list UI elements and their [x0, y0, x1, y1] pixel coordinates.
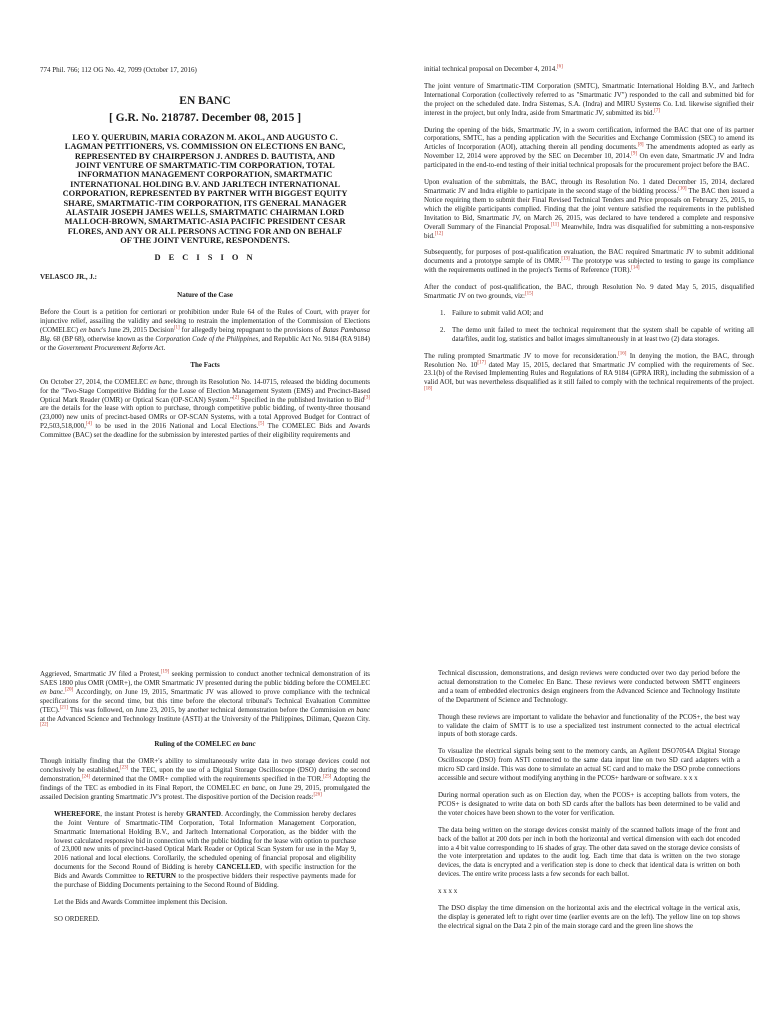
text: After the conduct of post-qualification, the BAC, through Resolution No. 9 dated May 5, 2015, disqualified Smartmatic JV on two grounds, viz: [424, 283, 754, 301]
footnote-link[interactable]: [12] [434, 231, 444, 237]
footnote-link[interactable]: [7] [654, 108, 661, 114]
page-1-left-column [40, 0, 370, 512]
list-item [440, 326, 754, 344]
text: . [163, 343, 166, 352]
list-text: The demo unit failed to meet the technical requirement that the system shall be capable of writing all data/files, audit log, statistics and ballot images simultaneously in at least two (2) data storages. [452, 325, 754, 343]
page-1-right-column [424, 0, 754, 512]
page-2-right-column [424, 512, 754, 1024]
text: . Accordingly, the Commission hereby declares the Joint Venture of Smartmatic-TIM Corporation, Total Information Management Corporation, Smartmatic International Holding B.V., and Jarltech International Corporation, as the bidder with the lowest calculated responsive bid in connection with the public bidding for the lease with option to purchase of 23,000 new units of precinct-based Optical Mark Reader or Optical Scan System for use in the May 9, 2016 national and local elections. Corollarily, the scheduled opening of financial proposal and eligibility documents for the Second Round of Bidding is hereby [54, 809, 356, 872]
footnote-link[interactable]: [4] [85, 421, 92, 427]
text: Specified in the published Invitation to Bid [238, 395, 365, 404]
italic-text: en banc [79, 326, 103, 335]
footnote-link[interactable]: [23] [119, 765, 129, 771]
text: Meanwhile, Indra was disqualified for submitting a non-responsive bid. [424, 222, 754, 240]
list-text: Failure to submit valid AOI; and [452, 308, 544, 317]
footnote-link[interactable]: [25] [323, 774, 332, 780]
case-citation: 774 Phil. 766; 112 OG No. 42, 7099 (October 17, 2016) [40, 66, 197, 74]
text: In denying the motion, the BAC, through Resolution No. 10 [424, 351, 754, 369]
paragraph [424, 248, 754, 275]
footnote-link[interactable]: [21] [59, 705, 68, 711]
footnote-link[interactable]: [6] [556, 64, 563, 70]
list-item [440, 309, 754, 318]
text: initial technical proposal on December 4, 2014. [424, 65, 557, 73]
tec-report-paragraph: To visualize the electrical signals being sent to the memory cards, an Agilent DSO7054A Digital Storage Oscilloscope (DSO) from ASTI connected to the same data input line on two SD card adapters with a micro SD card inside. This was done to simulate an actual SC card and to make the DSO probe connections accessible and secure without modifying anything in the PCOS+ hardware or software. x x x [438, 747, 740, 783]
section-title-facts: The Facts [190, 360, 220, 369]
tec-report-paragraph: Though these reviews are important to validate the behavior and functionality of the PCOS+, the best way to validate the claim of SMTT is to use a specialized test instrument connected to the actual electrical inputs of both storage cards. [438, 712, 740, 739]
tec-report-paragraph: During normal operation such as on Election day, when the PCOS+ is accepting ballots from voters, the PCOS+ is designated to write data on both SD cards after the ballots has been determined to be valid and the voter choices have been shown to the voter for verification. [438, 790, 740, 817]
dispositive-quote [54, 810, 356, 890]
paragraph-facts [40, 378, 370, 440]
text: 68 (BP 68), otherwise known as the [51, 335, 154, 344]
text: dated May 15, 2015, declared that Smartmatic JV complied with the requirements of Sec. 23.1(b) of the Revised Implementing Rules and Regulations of RA 9184 (GPRA IRR), including the submission of a valid AOI, but was nevertheless disqualified as it still failed to comply with the technical requirements of the project. [424, 360, 754, 387]
footnote-link[interactable]: [19] [160, 669, 170, 675]
italic-text: en banc [150, 377, 173, 386]
footnote-link[interactable]: [26] [313, 792, 322, 798]
paragraph [40, 757, 370, 802]
text: This was followed, on June 23, 2015, by another technical demonstration before the Commission [67, 705, 346, 714]
footnote-link[interactable]: [15] [524, 291, 534, 297]
section-title-nature: Nature of the Case [177, 291, 233, 300]
page-2-left-column [40, 512, 370, 1024]
text: The prototype was subjected to testing to gauge its compliance with the requirements outlined in the project's Terms of Reference (TOR). [424, 257, 754, 275]
text: to the prospective bidders their respective payments made for the purchase of Bidding Documents pertaining to the Second Round of Bidding. [54, 872, 357, 890]
tec-report-paragraph: The data being written on the storage devices consist mainly of the scanned ballots image of the front and back of the ballot at 200 dots per inch in both the horizontal and vertical dimension with each dot encoded into a 4 bit value corresponding to 16 shades of gray. The other data saved on the storage device consists of the vote interpretation and updates to the audit log. Each time that data is written on the two storage devices, the data is encrypted and a verification step is done to check that identical data is written on both devices. The entire write process lasts a few seconds for each ballot. [438, 825, 740, 879]
list-number: 1. [440, 308, 446, 317]
paragraph [424, 82, 754, 118]
text: On October 27, 2014, the COMELEC [40, 377, 148, 386]
text: 's June 29, 2015 Decision [102, 326, 174, 335]
text: , on June 29, 2015, promulgated the assailed Decision granting Smartmatic JV's protest. The dispositive portion of the Decision reads: [40, 783, 370, 801]
paragraph [424, 352, 754, 397]
decision-heading: D E C I S I O N [154, 252, 256, 262]
footnote-link[interactable]: [20] [64, 687, 74, 693]
text: Aggrieved, Smartmatic JV filed a Protest, [40, 670, 161, 678]
italic-text: Corporation Code of the Philippines [155, 335, 259, 344]
paragraph [424, 65, 754, 74]
footnote-link[interactable]: [5] [258, 421, 265, 427]
italic-text: en banc [242, 783, 266, 792]
paragraph-nature [40, 308, 370, 353]
paragraph [424, 126, 754, 171]
text: seeking permission to conduct another technical demonstration of its SAES 1800 plus OMR (OMR+), the OMR Smartmatic JV presented during the public bidding before the COMELEC [40, 670, 370, 687]
paragraph [40, 670, 370, 732]
case-number: [ G.R. No. 218787. December 08, 2015 ] [108, 111, 302, 124]
text: , with specific instruction for the Bids and Awards Committee to [54, 863, 357, 881]
text: During the opening of the bids, Smartmatic JV, in a sworn certification, informed the BAC that one of its partner corporations, SMTC, has a pending application with the Securities and Exchange Commission (SEC) to amend its Articles of Incorporation (AOI), attaching therein all pending documents. [424, 125, 754, 152]
tec-report-paragraph: Technical discussion, demonstrations, and design reviews were conducted over two day period before the actual demonstration to the Comelec En Banc. These reviews were conducted between SMTT engineers and a team of embedded electronics design engineers from the Advanced Science and Technology Institute of the Department of Science and Technology. [438, 669, 740, 704]
italic-text: en banc [232, 740, 256, 749]
footnote-link[interactable]: [2] [233, 395, 239, 401]
paragraph [424, 283, 754, 301]
text: The joint venture of Smartmatic-TIM Corporation (SMTC), Smartmatic International Holding B.V., and Jarltech International Corporation (collectively referred to as "Smartmatic JV") responded to the call and submitted bid for the project on the scheduled date. Indra Sistemas, S.A. (Indra) and MIRU Systems Co. Ltd. likewise signified their interest in the project, but only Indra, aside from Smartmatic JV, submitted its bid. [424, 81, 754, 117]
bold-text: RETURN [146, 872, 176, 881]
footnote-link[interactable]: [22] [40, 723, 49, 729]
footnote-link[interactable]: [9] [631, 151, 638, 157]
text: On even date, Smartmatic JV and Indra participated in the end-to-end testing of their initial technical proposals for the procurement project before the BAC. [424, 152, 754, 170]
text: The BAC then issued a Notice requiring them to submit their Final Revised Technical Tenders and Price proposals on February 25, 2015, to which the eligible participants complied. Finding that the joint venture satisfied the requirements in the published Invitation to Bid, Smartmatic JV, on March 26, 2015, was declared to have tendered a complete and responsive Overall Summary of the Financial Proposal. [424, 186, 754, 231]
footnote-link[interactable]: [13] [561, 256, 570, 262]
italic-text: en banc [347, 705, 370, 714]
ellipsis-marker: x x x x [438, 887, 458, 896]
text: The amendments adopted as early as November 12, 2014 were approved by the SEC on December 10, 2014. [424, 143, 754, 161]
footnote-link[interactable]: [14] [631, 265, 640, 271]
document-page-2 [0, 512, 768, 1024]
text: the TEC, upon the use of a Digital Storage Oscilloscope (DSO) during the second demonstration, [40, 766, 370, 784]
footnote-link[interactable]: [17] [477, 360, 486, 366]
quote-implement: Let the Bids and Awards Committee implement this Decision. [54, 897, 228, 906]
text: Upon evaluation of the submittals, the BAC, through its Resolution No. 1 dated December 15, 2014, declared Smartmatic JV and Indra eligible to participate in the second stage of the bidding process. [424, 178, 754, 195]
text: , and Republic Act No. 9184 (RA 9184) or the [40, 335, 370, 352]
tec-report-paragraph: The DSO display the time dimension on the horizontal axis and the electrical voltage in the vertical axis, the display is generated left to right over time (earlier events are on the left). The yellow line on top shows the electrical signal on the Data 2 pin of the main storage card and the green line shows the [438, 904, 740, 930]
bold-text: WHEREFORE [54, 809, 101, 818]
text: Though initially finding that the OMR+'s ability to simultaneously write data in two storage devices could not conclusively be established, [40, 757, 370, 775]
section-title-ruling [40, 740, 370, 749]
text: The COMELEC Bids and Awards Committee (BAC) set the deadline for the submission by interested parties of their eligibility requirements and [40, 422, 370, 440]
italic-text: en banc [40, 687, 64, 696]
text: Subsequently, for purposes of post-qualification evaluation, the BAC required Smartmatic JV to submit additional documents and a prototype sample of its OMR. [424, 248, 754, 266]
list-number: 2. [440, 325, 446, 334]
bold-text: GRANTED [186, 809, 222, 818]
italic-text: Government Procurement Reform Act [57, 343, 164, 352]
text: for allegedly being repugnant to the provisions of [179, 326, 321, 335]
footnote-link[interactable]: [24] [81, 774, 91, 780]
footnote-link[interactable]: [1] [173, 325, 180, 331]
text: Adopting the findings of the TEC as embodied in its Final Report, the COMELEC [40, 775, 370, 792]
footnote-link[interactable]: [8] [637, 143, 644, 149]
paragraph [424, 178, 754, 240]
case-parties: LEO Y. QUERUBIN, MARIA CORAZON M. AKOL, AND AUGUSTO C. LAGMAN PETITIONERS, VS. COMMISSION ON ELECTIONS EN BANC, REPRESENTED BY CHAIRPERSON J. ANDRES D. BAUTISTA, AND JOINT VENTURE OF SMARTMATIC-TIM CORPORATION, TOTAL INFORMATION MANAGEMENT CORPORATION, SMARTMATIC INTERNATIONAL HOLDING B.V. AND JARLTECH INTERNATIONAL CORPORATION, REPRESENTED BY PARTNER WITH BIGGEST EQUITY SHARE, SMARTMATIC-TIM CORPORATION, ITS GENERAL MANAGER ALASTAIR JOSEPH JAMES WELLS, SMARTMATIC CHAIRMAN LORD MALLOCH-BROWN, SMARTMATIC-ASIA PACIFIC PRESIDENT CESAR FLORES, AND ANY OR ALL PERSONS ACTING FOR AND ON BEHALF OF THE JOINT VENTURE, RESPONDENTS. [62, 132, 348, 246]
text: at the Advanced Science and Technology Institute (ASTI) at the University of the Philippines, Diliman, Quezon City. [40, 714, 370, 723]
text: Ruling of the COMELEC [154, 740, 232, 749]
court-division: EN BANC [179, 94, 231, 107]
footnote-link[interactable]: [10] [678, 186, 687, 192]
text: Accordingly, on June 19, 2015, Smartmatic JV was allowed to prove compliance with the technical specifications for the second time, but this time before the electoral tribunal's Technical Evaluation Committee (TEC). [40, 687, 370, 714]
quote-so-ordered: SO ORDERED. [54, 914, 100, 923]
text: The ruling prompted Smartmatic JV to move for reconsideration. [424, 351, 619, 360]
italic-text: Batas Pambansa Blg. [40, 326, 370, 344]
text: determined that the OMR+ complied with the requirements specified in the TOR. [90, 775, 324, 784]
text: Before the Court is a petition for certiorari or prohibition under Rule 64 of the Rules of Court, with prayer for injunctive relief, assailing the validity and seeking to restrain the implementation of the Commission of Elections (COMELEC) [40, 308, 370, 335]
footnote-link[interactable]: [18] [424, 386, 433, 392]
grounds-list [440, 309, 754, 344]
footnote-link[interactable]: [11] [550, 222, 559, 228]
text: , through its Resolution No. 14-0715, released the bidding documents for the "Two-Stage Competitive Bidding for the Lease of Election Management System (EMS) and Precinct-Based Optical Mark Reader (OMR) or Optical Scan (OP-SCAN) System." [40, 377, 370, 404]
footnote-link[interactable]: [3] [364, 395, 370, 401]
text: to be used in the 2016 National and Local Elections. [91, 422, 259, 431]
footnote-link[interactable]: [16] [618, 351, 627, 357]
text: . [63, 687, 65, 696]
bold-text: CANCELLED [216, 863, 261, 872]
text: are the details for the lease with option to purchase, through competitive public bidding, of twenty-three thousand (23,000) new units of precinct-based OMRs or OP-SCAN Systems, with a total Approved Budget for Contract of P2,503,518,000, [40, 404, 370, 431]
text: , the instant Protest is hereby [100, 809, 184, 818]
ponente: VELASCO JR., J.: [40, 272, 97, 281]
